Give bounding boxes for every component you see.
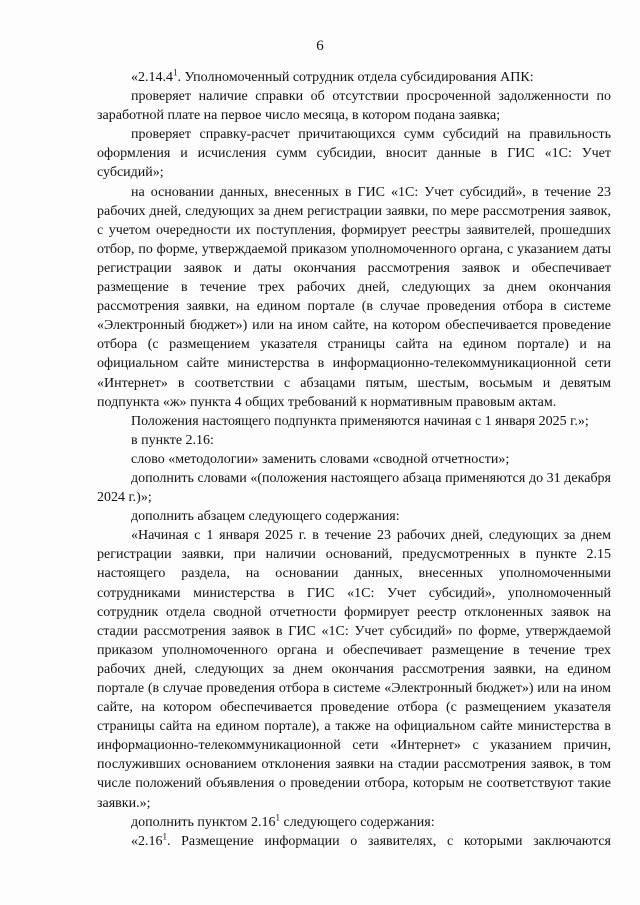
superscript: 1 (173, 67, 178, 78)
paragraph: в пункте 2.16: (131, 432, 214, 448)
paragraph-2-16-1-intro: дополнить пунктом 2.16$^1$ следующего содержания: (131, 812, 435, 830)
paragraph: дополнить словами «(положения настоящего абзаца применяются до 31 декабря 2024 г.)»; (97, 470, 611, 506)
paragraph: проверяет наличие справки об отсутствии просроченной задолженности по заработной плате на первое число месяца, в котором подана заявка; (97, 89, 611, 124)
paragraph: Положения настоящего подпункта применяются начиная с 1 января 2025 г.»; (131, 413, 589, 429)
page-number: 6 (316, 38, 324, 54)
paragraph-2-16-1-heading: «2.16$^1$. Размещение информации о заявителях, с которыми заключаются (131, 831, 611, 849)
paragraph: «Начиная с 1 января 2025 г. в течение 23 рабочих дней, следующих за днем регистрации заявки, при наличии оснований, предусмотренных в пункте 2.15 настоящего раздела, на основании данных, внесенных уполномоченными сотрудниками министерства в ГИС «1С: Учет субсидий», уполномоченный сотрудник отдела сводной отчетности формирует реестр отклоненных заявок на стадии рассмотрения заявок в ГИС «1С: Учет субсидий» по форме, утверждаемой приказом уполномоченного органа и обеспечивает размещение в течение трех рабочих дней, следующих за днем окончания рассмотрения заявки, на едином портале (в случае проведения отбора в системе «Электронный бюджет») или на ином сайте, на котором обеспечивается проведение отбора (с размещением указателя страницы сайта на едином портале), а также на официальном сайте министерства в информационно-телекоммуникационной сети «Интернет» с указанием причин, послуживших основанием отклонения заявки на стадии рассмотрения заявок, в том числе положений объявления о проведении отбора, которым не соответствуют такие заявки.»; (97, 528, 611, 811)
superscript: 1 (275, 812, 281, 822)
paragraph: дополнить абзацем следующего содержания: (131, 509, 400, 525)
paragraph: слово «методологии» заменить словами «сводной отчетности»; (131, 451, 510, 467)
paragraph: проверяет справку-расчет причитающихся сумм субсидий на правильность оформления и исчисления сумм субсидии, вносит данные в ГИС «1С: Учет субсидий»; (97, 127, 611, 181)
paragraph-2-14-4-heading: «2.14.4$^1$. Уполномоченный сотрудник отдела субсидирования АПК: (131, 67, 534, 85)
paragraph: на основании данных, внесенных в ГИС «1С: Учет субсидий», в течение 23 рабочих дней, следующих за днем регистрации заявки, по мере рассмотрения заявок, с учетом очередности их поступления, формирует реестры заявителей, прошедших отбор, по форме, утверждаемой приказом уполномоченного органа, с указанием даты регистрации заявок и даты окончания рассмотрения заявок и обеспечивает размещение в течение трех рабочих дней, следующих за днем окончания рассмотрения заявки, на едином портале (в случае проведения отбора в системе «Электронный бюджет») или на ином сайте, на котором обеспечивается проведение отбора (с размещением указателя страницы сайта на едином портале) и на официальном сайте министерства в информационно-телекоммуникационной сети «Интернет» в соответствии с абзацами пятым, шестым, восьмым и девятым подпункта «ж» пункта 4 общих требований к нормативным правовым актам. (97, 184, 611, 410)
superscript: 1 (162, 831, 167, 842)
document-body (97, 68, 611, 851)
